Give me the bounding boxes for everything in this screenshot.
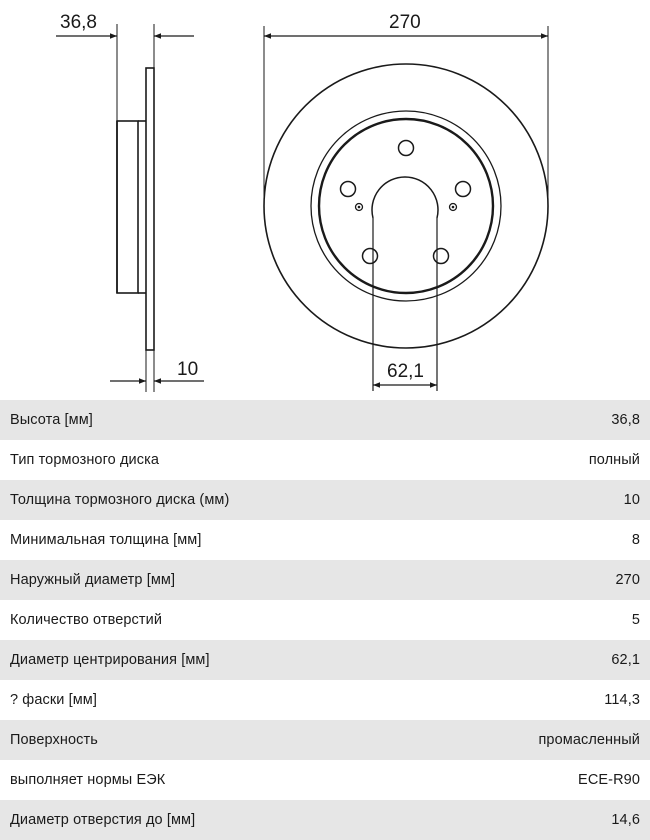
spec-label: Количество отверстий [10,612,163,628]
side-view [56,24,204,392]
spec-value: 114,3 [604,692,640,708]
spec-label: Высота [мм] [10,412,93,428]
diameter-dim-label: 270 [389,12,421,33]
disc-hub-edge [319,119,493,293]
spec-row [0,600,650,640]
center-bore [372,177,438,218]
spec-value: промасленный [538,732,640,748]
bolt-hole-top [399,141,414,156]
spec-value: 36,8 [611,412,640,428]
bolt-hole-upper-left [341,182,356,197]
spec-value: 270 [615,572,640,588]
spec-label: Тип тормозного диска [10,452,159,468]
spec-row [0,800,650,840]
front-view [264,26,548,391]
spec-label: Наружный диаметр [мм] [10,572,176,588]
disc-hat-edge [311,111,501,301]
bolt-hole-upper-right [456,182,471,197]
specs-table [0,400,650,840]
spec-row [0,480,650,520]
spec-row [0,400,650,440]
technical-drawing [0,0,650,400]
spec-value: 8 [631,532,640,548]
spec-label: ? фаски [мм] [10,692,98,708]
screw-hole-left-inner [358,206,361,209]
spec-value: полный [588,452,640,468]
spec-label: Диаметр отверстия до [мм] [10,812,196,828]
bore-dim-label: 62,1 [387,361,424,382]
spec-label: Толщина тормозного диска (мм) [10,492,230,508]
spec-value: 5 [631,612,640,628]
spec-value: ECE-R90 [578,772,640,788]
disc-outer-edge [264,64,548,348]
spec-label: выполняет нормы ЕЭК [10,772,166,788]
spec-label: Поверхность [10,732,98,748]
spec-value: 10 [623,492,640,508]
spec-row [0,720,650,760]
spec-row [0,440,650,480]
thickness-dim-label: 10 [177,359,199,380]
spec-row [0,520,650,560]
spec-row [0,640,650,680]
spec-row [0,760,650,800]
spec-row [0,560,650,600]
spec-value: 62,1 [611,652,640,668]
spec-row [0,680,650,720]
side-view-hub [117,121,138,293]
bolt-hole-lower-left [363,249,378,264]
spec-label: Диаметр центрирования [мм] [10,652,210,668]
spec-value: 14,6 [611,812,640,828]
side-view-rotor-ring [146,68,154,350]
height-dim-label: 36,8 [60,12,97,33]
spec-label: Минимальная толщина [мм] [10,532,202,548]
bolt-hole-lower-right [434,249,449,264]
screw-hole-right-inner [452,206,455,209]
